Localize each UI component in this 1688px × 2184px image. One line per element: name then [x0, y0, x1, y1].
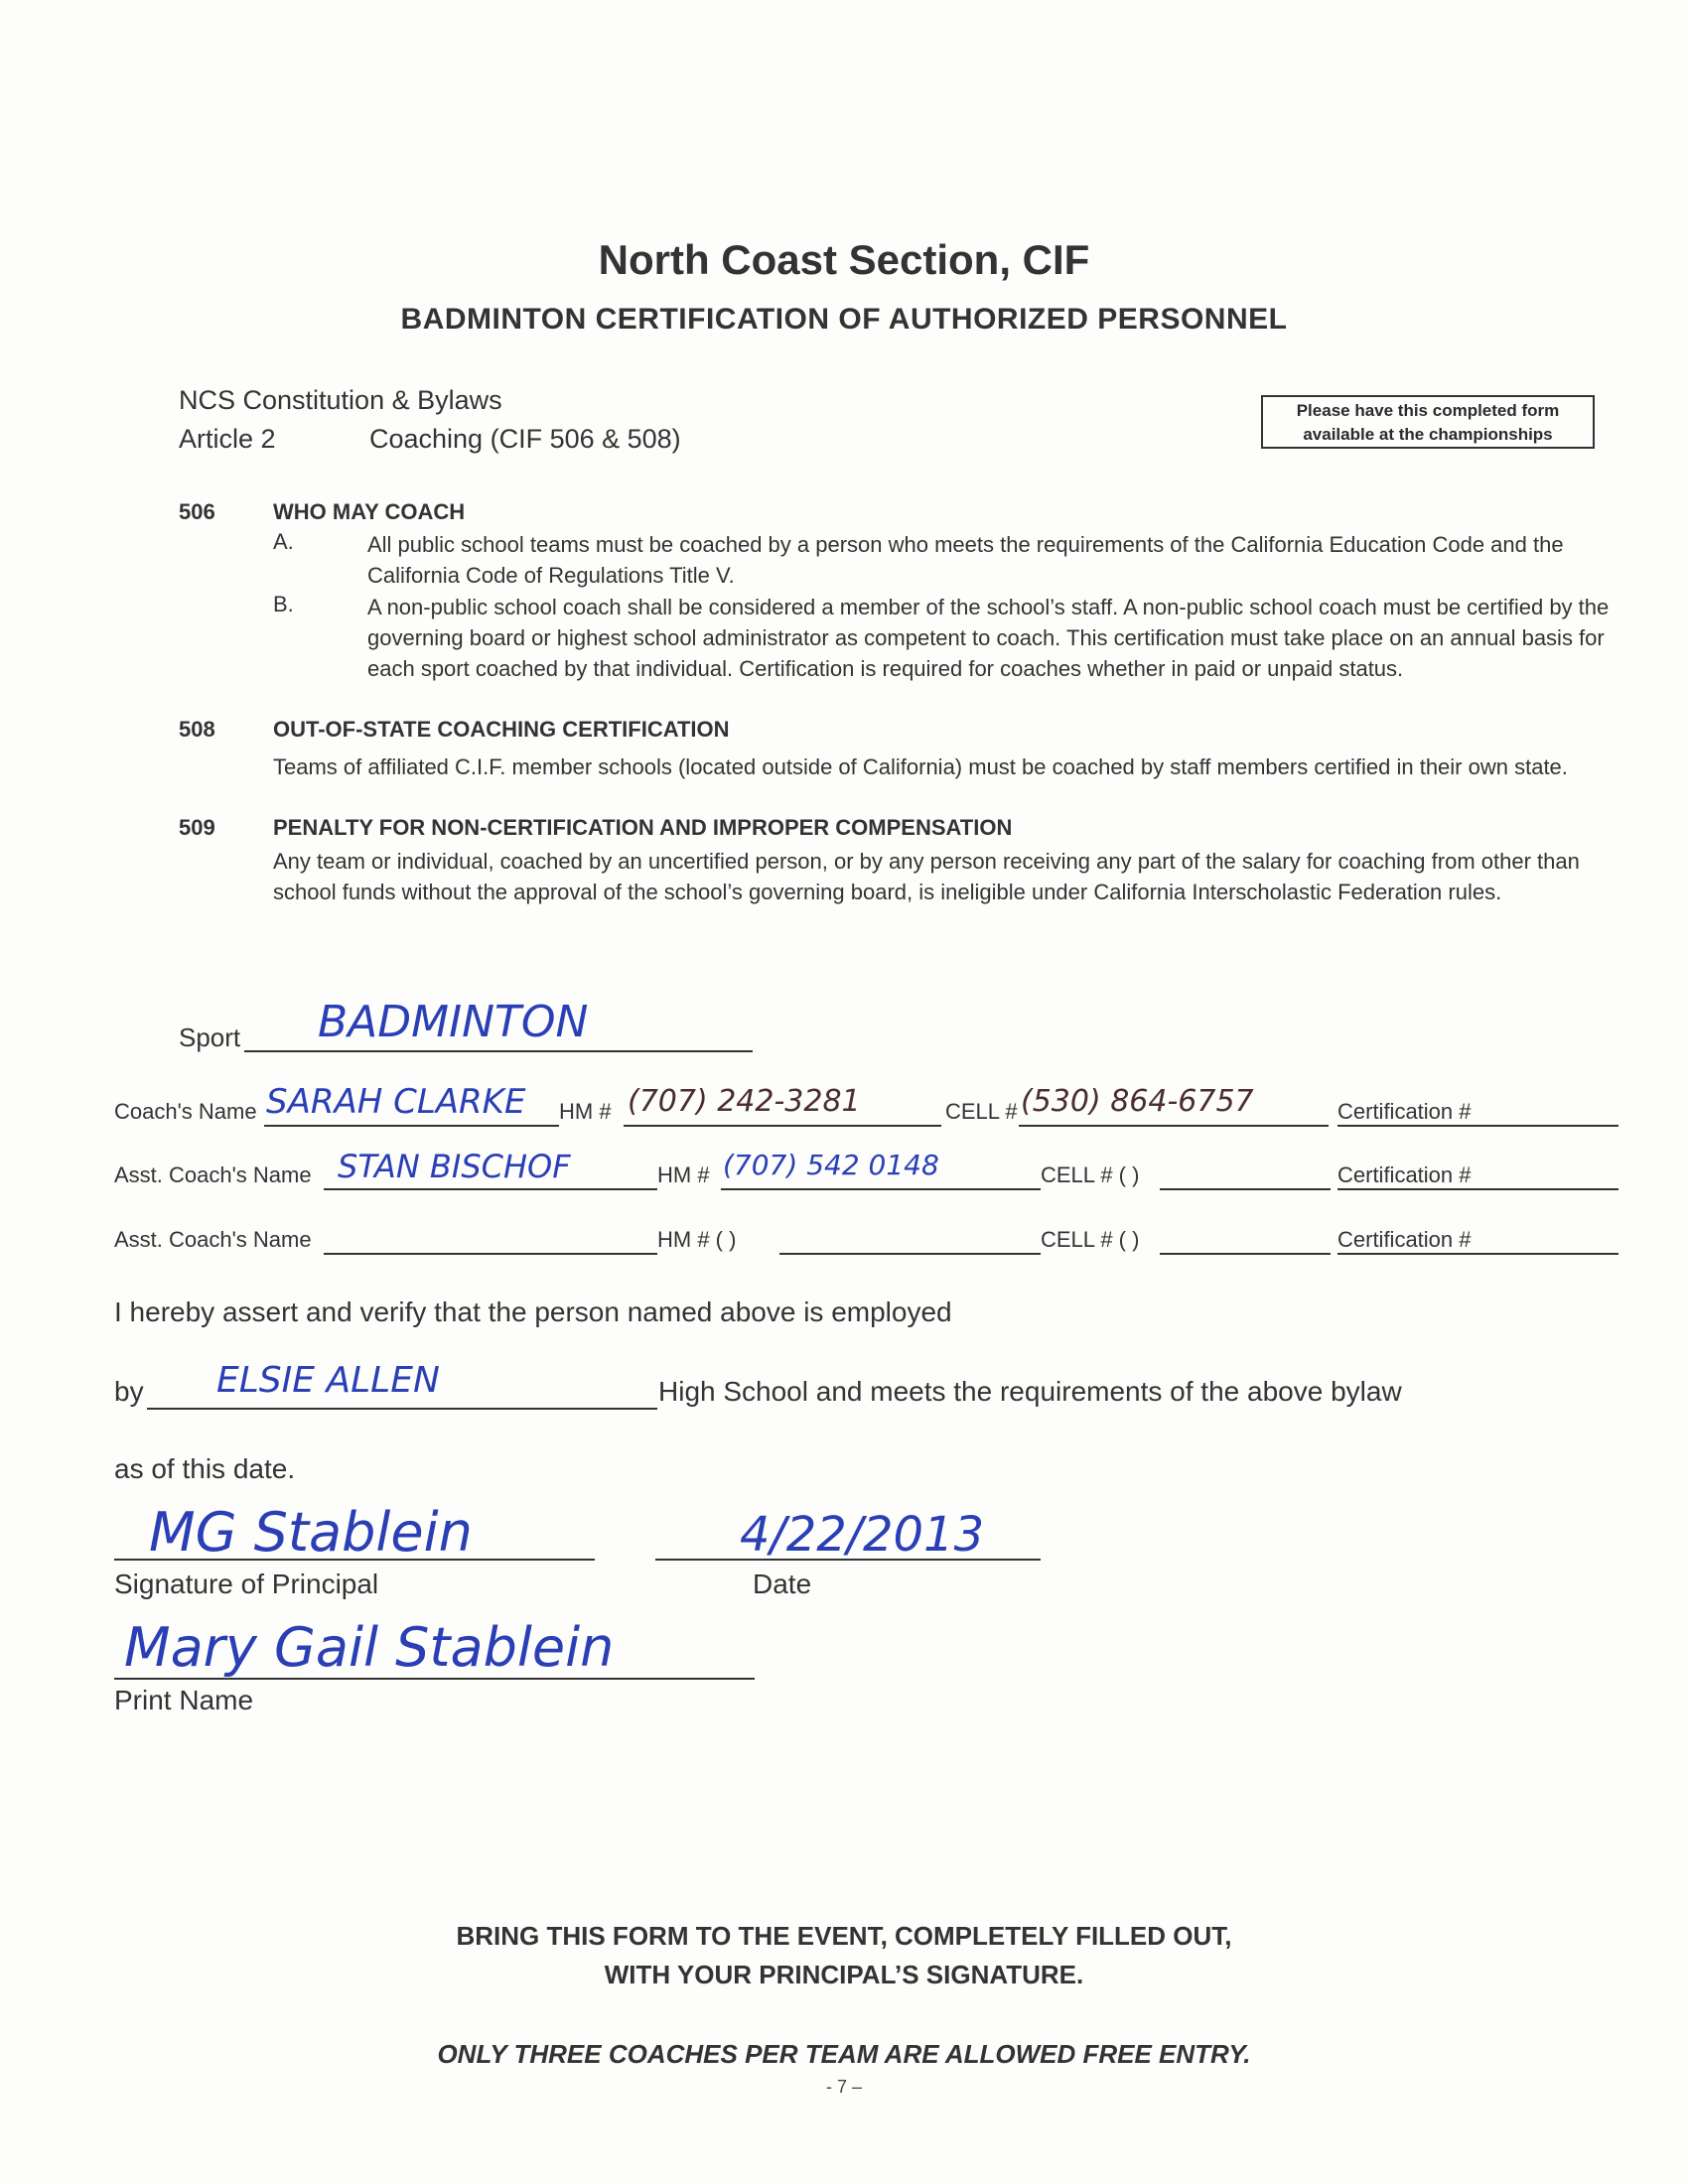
asst1-cell-label: CELL # ( )	[1041, 1162, 1140, 1187]
asst2-cert-underline[interactable]	[1337, 1253, 1618, 1255]
assertion-by-label: by	[114, 1376, 144, 1407]
section-506-a-letter: A.	[273, 529, 294, 554]
asst2-cell-underline[interactable]	[1160, 1253, 1331, 1255]
bylaws-reference: NCS Constitution & Bylaws	[179, 385, 502, 415]
asst1-hm-underline	[721, 1188, 1041, 1190]
coach-hm-value[interactable]: (707) 242-3281	[628, 1084, 861, 1119]
asst1-hm-value[interactable]: (707) 542 0148	[723, 1149, 939, 1181]
coach-cert-label: Certification #	[1337, 1099, 1472, 1124]
section-509-heading: PENALTY FOR NON-CERTIFICATION AND IMPROPER COMPENSATION	[273, 815, 1013, 840]
assertion-line-1: I hereby assert and verify that the person named above is employed	[114, 1297, 952, 1327]
date-label: Date	[753, 1569, 812, 1599]
school-value[interactable]: ELSIE ALLEN	[216, 1360, 440, 1401]
section-506-b-text: A non-public school coach shall be considered a member of the school’s staff. A non-public school coach must be certified by the governing board or highest school administrator as competent to coach. This certification must take place on an annual basis for each sport coached by that individual. Certification is required for coaches whether in paid or unpaid status.	[367, 595, 1610, 681]
asst2-cert-label: Certification #	[1337, 1227, 1472, 1252]
section-508-number: 508	[179, 717, 215, 742]
print-name-value[interactable]: Mary Gail Stablein	[124, 1616, 615, 1679]
coach-cert-underline[interactable]	[1337, 1125, 1618, 1127]
section-508-text: Teams of affiliated C.I.F. member schools (located outside of California) must be coached by staff members certified in their own state.	[273, 754, 1568, 779]
coach-hm-underline	[624, 1125, 941, 1127]
notice-line-2: available at the championships	[1303, 425, 1553, 444]
page-number: - 7 –	[825, 2077, 863, 2097]
coach-name-underline	[264, 1125, 559, 1127]
footer-line-1: BRING THIS FORM TO THE EVENT, COMPLETELY FILLED OUT,	[456, 1921, 1232, 1951]
coach-hm-label: HM #	[559, 1099, 612, 1124]
asst2-cell-label: CELL # ( )	[1041, 1227, 1140, 1252]
coaching-reference: Coaching (CIF 506 & 508)	[369, 424, 681, 454]
asst1-cell-underline[interactable]	[1160, 1188, 1331, 1190]
section-509-number: 509	[179, 815, 215, 840]
asst1-name-value[interactable]: STAN BISCHOF	[338, 1148, 571, 1185]
asst2-hm-underline[interactable]	[779, 1253, 1041, 1255]
asst1-cert-label: Certification #	[1337, 1162, 1472, 1187]
footer-line-2: WITH YOUR PRINCIPAL’S SIGNATURE.	[604, 1960, 1084, 1989]
assertion-line-2: High School and meets the requirements of the above bylaw	[658, 1376, 1402, 1407]
sport-value[interactable]: BADMINTON	[318, 997, 589, 1047]
article-label: Article 2	[179, 424, 276, 454]
asst2-name-underline[interactable]	[324, 1253, 657, 1255]
sport-label: Sport	[179, 1023, 241, 1052]
asst1-name-underline	[324, 1188, 657, 1190]
asst2-name-label: Asst. Coach's Name	[114, 1227, 312, 1252]
section-506-heading: WHO MAY COACH	[273, 499, 466, 524]
coach-name-value[interactable]: SARAH CLARKE	[266, 1082, 526, 1122]
page-subtitle: BADMINTON CERTIFICATION OF AUTHORIZED PERSONNEL	[400, 303, 1288, 336]
asst1-name-label: Asst. Coach's Name	[114, 1162, 312, 1187]
assertion-line-3: as of this date.	[114, 1453, 296, 1484]
section-509-text: Any team or individual, coached by an uncertified person, or by any person receiving any part of the salary for coaching from other than school funds without the approval of the school’s governing board, is ineligible under California Interscholastic Federation rules.	[273, 849, 1580, 904]
print-name-label: Print Name	[114, 1685, 254, 1715]
footer-free-entry: ONLY THREE COACHES PER TEAM ARE ALLOWED FREE ENTRY.	[437, 2039, 1251, 2069]
sport-underline	[244, 1050, 753, 1052]
section-506-number: 506	[179, 499, 215, 524]
coach-cell-value[interactable]: (530) 864-6757	[1021, 1084, 1254, 1119]
asst2-hm-label: HM # ( )	[657, 1227, 737, 1252]
notice-line-1: Please have this completed form	[1296, 401, 1560, 420]
section-508-heading: OUT-OF-STATE COACHING CERTIFICATION	[273, 717, 730, 742]
coach-name-label: Coach's Name	[114, 1099, 257, 1124]
signature-label: Signature of Principal	[114, 1569, 379, 1599]
asst1-hm-label: HM #	[657, 1162, 710, 1187]
page-title: North Coast Section, CIF	[598, 236, 1090, 283]
asst1-cert-underline[interactable]	[1337, 1188, 1618, 1190]
section-506-b-letter: B.	[273, 592, 294, 616]
principal-signature[interactable]: MG Stablein	[149, 1501, 473, 1564]
coach-cell-underline	[1019, 1125, 1329, 1127]
date-value[interactable]: 4/22/2013	[740, 1507, 985, 1563]
section-506-a-text: All public school teams must be coached by a person who meets the requirements of the California Education Code and the California Code of Regulations Title V.	[367, 532, 1564, 588]
coach-cell-label: CELL #	[945, 1099, 1018, 1124]
notice-box	[1261, 395, 1595, 449]
school-underline	[147, 1408, 657, 1410]
